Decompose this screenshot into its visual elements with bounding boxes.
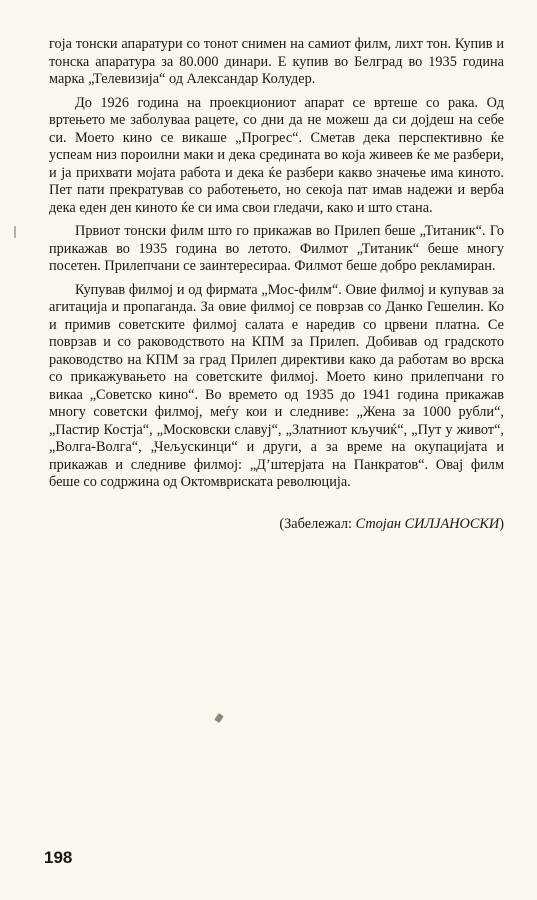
page-number: 198: [44, 848, 73, 867]
attribution-closing: ): [499, 515, 504, 532]
paragraph-2: До 1926 година на проекциониот апарат се вртеше со рака. Од вртењето ме заболуваа рацете, со дни да не можеш да си дојдеш на себе си. Моето кино се викаше „Прогрес“. Сметав дека перспективно ќе успеам низ пороилни маки и дека средината во која живеев ќе ме разбери, и ја прихвати мојата работа и дека ќе разбери какво значење има киното. Пет пати прекратував со работењето, но секоја пат имав надежи и верба дека еден ден киното ќе си има свои гледачи, како и што стана.: [49, 94, 504, 216]
text-column: [49, 36, 504, 533]
margin-mark: [14, 226, 16, 238]
attribution-author: Стојан СИЛЈАНОСКИ: [355, 515, 500, 532]
paragraph-4: Купував филмој и од фирмата „Мос-филм“. Овие филмој и купував за агитација и пропаганда. За овие филмој се поврзав со Данко Гешелин. Ко и примив советските филмој салата е наредив со црвени платна. Се поврзав и со раководството на КПМ за Прилеп. Добивав од градското раководство на КПМ за град Прилеп директиви како да работам во врска со прикажувањето на советските филмој. Моето кино прилепчани го викаа „Советско кино“. Во времето од 1935 до 1941 година прикажав многу советски филмој, меѓу кои и следниве: „Жена за 1000 рубли“, „Пастир Костја“, „Московски славуј“, „Златниот кључиќ“, „Пут у живот“, „Волга-Волга“, „Чељускинци“ и други, а за време на окупацијата и прикажав и следниве филмој: „Д’штерјата на Панкратов“. Овај филм беше со содржина од Октомвриската революција.: [49, 281, 504, 490]
attribution-label: (Забележал:: [279, 515, 353, 532]
attribution: [49, 516, 504, 534]
ink-speck: [214, 713, 224, 723]
paragraph-1: гоја тонски апаратури со тонот снимен на самиот филм, лихт тон. Купив и тонска апаратура за 80.000 динари. Е купив во Белград во 1935 година марка „Телевизија“ од Александар Колудер.: [49, 36, 504, 87]
paragraph-3: Првиот тонски филм што го прикажав во Прилеп беше „Титаник“. Го прикажав во 1935 година во летото. Филмот „Титаник“ беше многу посетен. Прилепчани се заинтересираа. Филмот беше добро рекламиран.: [49, 223, 504, 274]
